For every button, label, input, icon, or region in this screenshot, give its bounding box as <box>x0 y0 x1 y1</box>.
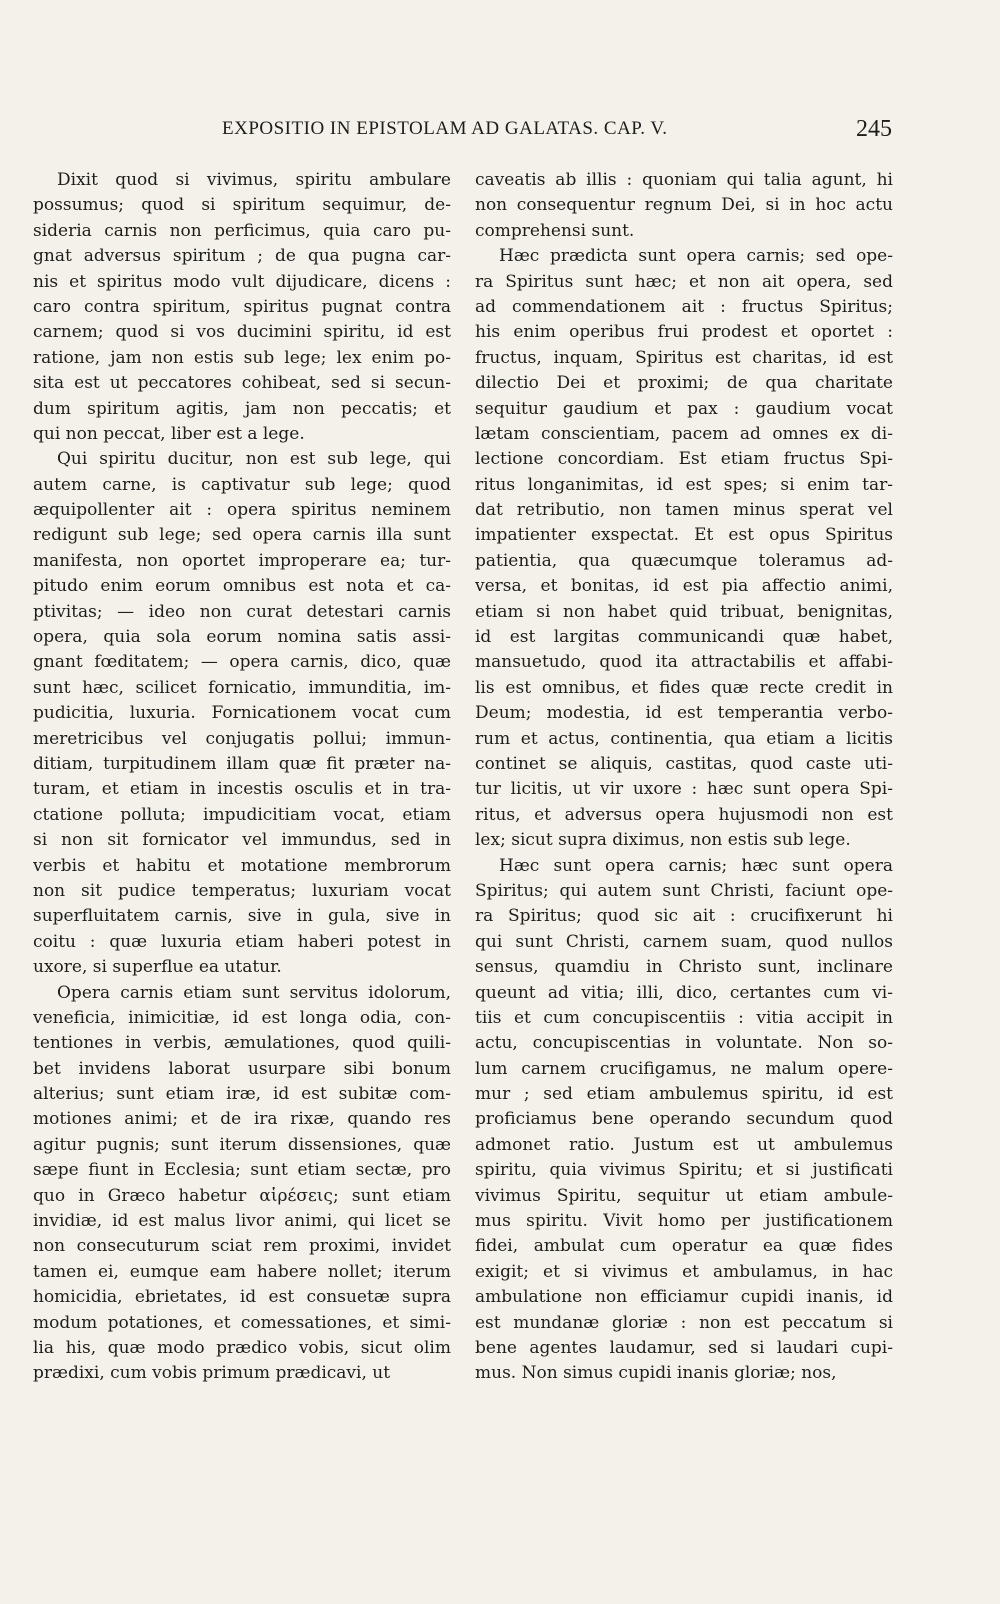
text-line: mansuetudo, quod ita attractabilis et affabi- <box>475 652 893 673</box>
text-line: invidiæ, id est malus livor animi, qui licet se <box>33 1211 451 1232</box>
text-line: caveatis ab illis : quoniam qui talia agunt, hi <box>475 170 893 190</box>
text-line: mus. Non simus cupidi inanis gloriæ; nos, <box>475 1363 837 1384</box>
text-line: uxore, si superflue ea utatur. <box>33 957 282 978</box>
text-line: rum et actus, continentia, qua etiam a licitis <box>475 728 893 749</box>
text-line: non consecuturum sciat rem proximi, invidet <box>33 1236 451 1257</box>
text-line: nis et spiritus modo vult dijudicare, dicens : <box>33 271 451 292</box>
text-line: patientia, qua quæcumque toleramus ad- <box>475 550 893 571</box>
text-line: etiam si non habet quid tribuat, benignitas, <box>475 601 893 622</box>
text-line: homicidia, ebrietates, id est consuetæ supra <box>33 1287 451 1308</box>
text-line: quo in Græco habetur αἱρέσεις; sunt etiam <box>33 1185 451 1206</box>
text-line: ritus longanimitas, id est spes; si enim tar- <box>475 474 893 495</box>
text-line: superfluitatem carnis, sive in gula, sive in <box>33 906 451 927</box>
text-line: actu, concupiscentias in voluntate. Non so- <box>475 1033 893 1054</box>
left-column <box>33 168 451 1387</box>
text-line: fidei, ambulat cum operatur ea quæ fides <box>475 1236 893 1257</box>
text-line: ad commendationem ait : fructus Spiritus; <box>475 296 893 317</box>
text-line: turam, et etiam in incestis osculis et in tra- <box>33 779 451 800</box>
text-line: spiritu, quia vivimus Spiritu; et si justificati <box>475 1160 893 1181</box>
text-line: qui non peccat, liber est a lege. <box>33 423 305 444</box>
text-line: lis est omnibus, et fides quæ recte credit in <box>475 677 893 698</box>
text-line: modum potationes, et comessationes, et simi- <box>33 1312 451 1333</box>
text-line: qui sunt Christi, carnem suam, quod nullos <box>475 931 893 952</box>
text-line: tiis et cum concupiscentiis : vitia accipit in <box>475 1007 893 1028</box>
text-line: agitur pugnis; sunt iterum dissensiones, quæ <box>33 1134 451 1155</box>
right-column <box>475 168 893 1387</box>
text-line: pitudo enim eorum omnibus est nota et ca- <box>33 576 451 597</box>
text-line: sunt hæc, scilicet fornicatio, immunditia, im- <box>33 677 451 698</box>
text-line: sideria carnis non perficimus, quia caro pu- <box>33 220 451 241</box>
text-line: lia his, quæ modo prædico vobis, sicut olim <box>33 1337 451 1358</box>
text-line: lectione concordiam. Est etiam fructus Spi- <box>475 449 893 470</box>
text-line: id est largitas communicandi quæ habet, <box>475 627 893 648</box>
page-number: 245 <box>856 116 892 142</box>
text-line: motiones animi; et de ira rixæ, quando res <box>33 1109 451 1130</box>
text-line: lex; sicut supra diximus, non estis sub lege. <box>475 830 851 851</box>
text-line: Spiritus; qui autem sunt Christi, faciunt ope- <box>475 880 893 901</box>
text-line: comprehensi sunt. <box>475 220 635 241</box>
text-line: dum spiritum agitis, jam non peccatis; et <box>33 398 451 419</box>
text-line: Hæc prædicta sunt opera carnis; sed ope- <box>499 246 893 267</box>
page-header <box>0 116 1000 146</box>
text-line: sequitur gaudium et pax : gaudium vocat <box>475 398 893 419</box>
text-line: versa, et bonitas, id est pia affectio animi, <box>475 576 893 597</box>
text-line: sæpe fiunt in Ecclesia; sunt etiam sectæ, pro <box>33 1160 451 1181</box>
text-line: queunt ad vitia; illi, dico, certantes cum vi- <box>475 982 893 1003</box>
text-line: opera, quia sola eorum nomina satis assi- <box>33 627 451 648</box>
text-line: Qui spiritu ducitur, non est sub lege, qui <box>57 449 451 470</box>
text-line: redigunt sub lege; sed opera carnis illa sunt <box>33 525 451 546</box>
text-line: Dixit quod si vivimus, spiritu ambulare <box>57 170 451 190</box>
text-line: his enim operibus frui prodest et oportet : <box>475 322 893 343</box>
running-title: EXPOSITIO IN EPISTOLAM AD GALATAS. CAP. V. <box>222 118 668 139</box>
text-line: tamen ei, eumque eam habere nollet; iterum <box>33 1261 451 1282</box>
text-line: prædixi, cum vobis primum prædicavi, ut <box>33 1363 391 1384</box>
text-line: Hæc sunt opera carnis; hæc sunt opera <box>499 855 893 876</box>
text-line: ditiam, turpitudinem illam quæ fit præter na- <box>33 753 451 774</box>
text-line: ctatione polluta; impudicitiam vocat, etiam <box>33 804 451 825</box>
text-line: exigit; et si vivimus et ambulamus, in hac <box>475 1261 893 1282</box>
text-line: coitu : quæ luxuria etiam haberi potest in <box>33 931 451 952</box>
text-line: Deum; modestia, id est temperantia verbo- <box>475 703 893 724</box>
text-line: lætam conscientiam, pacem ad omnes ex di- <box>475 423 893 444</box>
text-line: ra Spiritus; quod sic ait : crucifixerunt hi <box>475 906 893 927</box>
text-line: non sit pudice temperatus; luxuriam vocat <box>33 880 451 901</box>
text-line: alterius; sunt etiam iræ, id est subitæ com- <box>33 1084 451 1105</box>
text-line: mus spiritu. Vivit homo per justificationem <box>475 1211 893 1232</box>
text-line: mur ; sed etiam ambulemus spiritu, id est <box>475 1084 893 1105</box>
text-line: tentiones in verbis, æmulationes, quod quili- <box>33 1033 451 1054</box>
text-line: ptivitas; — ideo non curat detestari carnis <box>33 601 451 622</box>
text-line: meretricibus vel conjugatis pollui; immun- <box>33 728 451 749</box>
text-line: dat retributio, non tamen minus sperat vel <box>475 500 893 521</box>
text-line: gnant fœditatem; — opera carnis, dico, quæ <box>33 652 451 673</box>
text-line: non consequentur regnum Dei, si in hoc actu <box>475 195 893 216</box>
text-line: est mundanæ gloriæ : non est peccatum si <box>475 1312 893 1333</box>
text-line: veneficia, inimicitiæ, id est longa odia, con- <box>33 1007 451 1028</box>
text-line: admonet ratio. Justum est ut ambulemus <box>475 1134 893 1155</box>
text-line: si non sit fornicator vel immundus, sed in <box>33 830 451 851</box>
text-line: lum carnem crucifigamus, ne malum opere- <box>475 1058 893 1079</box>
text-line: æquipollenter ait : opera spiritus neminem <box>33 500 451 521</box>
text-line: ra Spiritus sunt hæc; et non ait opera, sed <box>475 271 893 292</box>
text-line: ambulatione non efficiamur cupidi inanis, id <box>475 1287 893 1308</box>
text-line: bene agentes laudamur, sed si laudari cupi- <box>475 1337 893 1358</box>
text-line: possumus; quod si spiritum sequimur, de- <box>33 195 451 216</box>
text-line: ratione, jam non estis sub lege; lex enim po- <box>33 347 451 368</box>
text-line: bet invidens laborat usurpare sibi bonum <box>33 1058 451 1079</box>
text-line: verbis et habitu et motatione membrorum <box>33 855 451 876</box>
text-line: continet se aliquis, castitas, quod caste uti- <box>475 753 893 774</box>
text-line: impatienter exspectat. Et est opus Spiritus <box>475 525 893 546</box>
text-line: autem carne, is captivatur sub lege; quod <box>33 474 451 495</box>
text-line: carnem; quod si vos ducimini spiritu, id est <box>33 322 451 343</box>
text-line: ritus, et adversus opera hujusmodi non est <box>475 804 893 825</box>
text-line: Opera carnis etiam sunt servitus idolorum, <box>57 982 451 1003</box>
text-line: pudicitia, luxuria. Fornicationem vocat cum <box>33 703 451 724</box>
text-line: proficiamus bene operando secundum quod <box>475 1109 893 1130</box>
text-line: sita est ut peccatores cohibeat, sed si secun- <box>33 373 451 394</box>
text-line: gnat adversus spiritum ; de qua pugna car- <box>33 246 451 267</box>
text-line: vivimus Spiritu, sequitur ut etiam ambule- <box>475 1185 893 1206</box>
text-line: sensus, quamdiu in Christo sunt, inclinare <box>475 957 893 978</box>
text-line: tur licitis, ut vir uxore : hæc sunt opera Spi- <box>475 779 893 800</box>
text-line: fructus, inquam, Spiritus est charitas, id est <box>475 347 893 368</box>
text-line: dilectio Dei et proximi; de qua charitate <box>475 373 893 394</box>
text-line: manifesta, non oportet improperare ea; tur- <box>33 550 451 571</box>
text-line: caro contra spiritum, spiritus pugnat contra <box>33 296 451 317</box>
